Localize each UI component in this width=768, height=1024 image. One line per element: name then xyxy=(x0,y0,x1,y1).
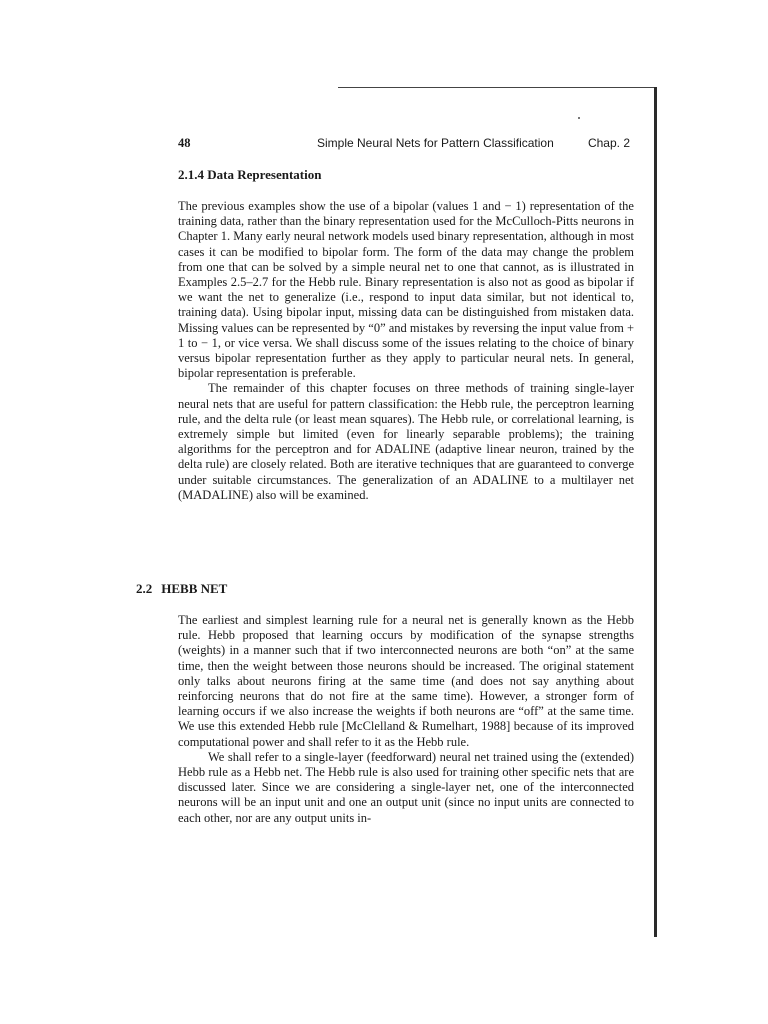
section-title: HEBB NET xyxy=(161,581,228,596)
section-number: 2.2 xyxy=(136,581,153,596)
paragraph: The earliest and simplest learning rule for a neural net is generally known as the Hebb rule. Hebb proposed that learning occurs by modification of the synapse strengths (weights) in a manner such that if two interconnected neurons are both “on” at the same time, then the weight between those neurons should be increased. The original statement only talks about neurons firing at the same time (and does not say anything about reinforcing neurons that do not fire at the same time). However, a stronger form of learning occurs if we also increase the weights if both neurons are “off” at the same time. We use this extended Hebb rule [McClelland & Rumelhart, 1988] because of its improved computational power and shall refer to it as the Hebb rule. xyxy=(178,613,634,749)
section-body xyxy=(178,613,634,826)
page-top-rule xyxy=(338,87,656,88)
page-right-edge-rule xyxy=(654,87,657,937)
subsection-heading: 2.1.4 Data Representation xyxy=(178,167,322,182)
running-header xyxy=(178,136,630,154)
chapter-label: Chap. 2 xyxy=(587,136,630,150)
paragraph: The remainder of this chapter focuses on three methods of training single-layer neural nets that are useful for pattern classification: the Hebb rule, the perceptron learning rule, and the delta rule (or least mean squares). The Hebb rule, or correlational learning, is extremely simple but limited (even for linearly separable problems); the training algorithms for the perceptron and for ADALINE (adaptive linear neuron, trained by the delta rule) are closely related. Both are iterative techniques that are guaranteed to converge under suitable circumstances. The generalization of an ADALINE to a multilayer net (MADALINE) also will be examined. xyxy=(178,381,634,502)
section-heading xyxy=(136,581,227,597)
page-number: 48 xyxy=(178,136,191,150)
running-title: Simple Neural Nets for Pattern Classification xyxy=(317,136,554,150)
subsection-body xyxy=(178,199,634,503)
paragraph: The previous examples show the use of a bipolar (values 1 and − 1) representation of the training data, rather than the binary representation used for the McCulloch-Pitts neurons in Chapter 1. Many early neural network models used binary representation, although in most cases it can be modified to bipolar form. The form of the data may change the problem from one that can be solved by a simple neural net to one that cannot, as is illustrated in Examples 2.5–2.7 for the Hebb rule. Binary representation is also not as good as bipolar if we want the net to generalize (i.e., respond to input data similar, but not identical to, training data). Using bipolar input, missing data can be distinguished from mistaken data. Missing values can be represented by “0” and mistakes by reversing the input value from + 1 to − 1, or vice versa. We shall discuss some of the issues relating to the choice of binary versus bipolar representation further as they apply to particular neural nets. In general, bipolar representation is preferable. xyxy=(178,199,634,381)
paragraph: We shall refer to a single-layer (feedforward) neural net trained using the (extended) Hebb rule as a Hebb net. The Hebb rule is also used for training other specific nets that are discussed later. Since we are considering a single-layer net, one of the interconnected neurons will be an input unit and one an output unit (since no input units are connected to each other, nor are any output units in- xyxy=(178,749,634,825)
scan-speck xyxy=(578,117,580,119)
